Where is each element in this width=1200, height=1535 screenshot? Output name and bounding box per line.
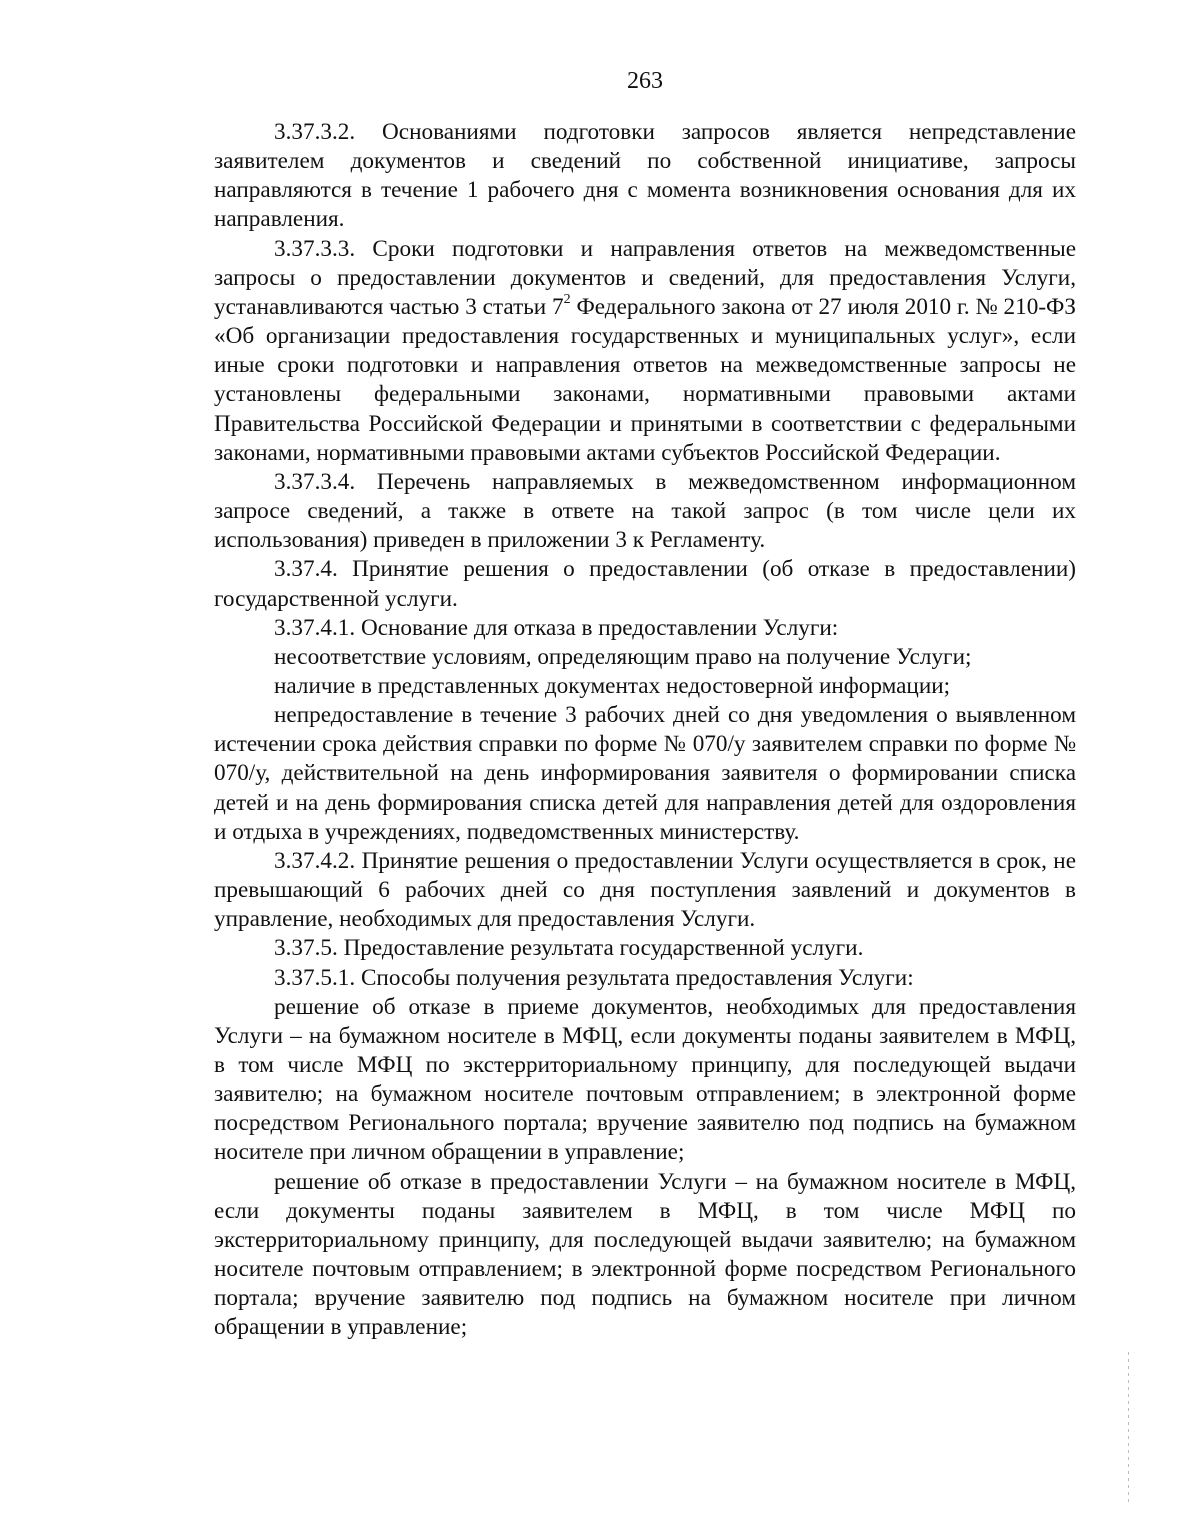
paragraph-3-37-3-3-part-1: 3.37.3.3. Сроки подготовки и направления ответов на межведомственные запросы о предоставлении документов и сведений, для предоставления Услуги, устанавливаются частью 3 статьи 7 bbox=[214, 235, 1076, 320]
refusal-ground-unreliable-info: наличие в представленных документах недостоверной информации; bbox=[274, 672, 951, 699]
superscript-2: 2 bbox=[563, 292, 571, 308]
scan-artifact bbox=[1128, 1352, 1129, 1502]
paragraph-3-37-4: 3.37.4. Принятие решения о предоставлении (об отказе в предоставлении) государственной услуги. bbox=[214, 556, 1076, 612]
paragraph-3-37-3-2: 3.37.3.2. Основаниями подготовки запросов является непредставление заявителем документов и сведений по собственной инициативе, запросы направляются в течение 1 рабочего дня с момента возникновения основания для их направления. bbox=[214, 119, 1076, 233]
paragraph-3-37-5-1: 3.37.5.1. Способы получения результата предоставления Услуги: bbox=[274, 964, 914, 991]
paragraph-3-37-3-3-part-2: Федерального закона от 27 июля 2010 г. № 210-ФЗ «Об организации предоставления государственных и муниципальных услуг», если иные сроки подготовки и направления ответов на межведомственные запросы не установлены федеральными законами, нормативными правовыми актами Правительства Российской Федерации и принятыми в соответствии с федеральными законами, нормативными правовыми актами субъектов Российской Федерации. bbox=[214, 293, 1076, 466]
document-body bbox=[214, 118, 1076, 1343]
result-method-service-refusal: решение об отказе в предоставлении Услуги – на бумажном носителе в МФЦ, если документы поданы заявителем в МФЦ, в том числе МФЦ по экстерриториальному принципу, для последующей выдачи заявителю; на бумажном носителе почтовым отправлением; в электронной форме посредством Регионального портала; вручение заявителю под подпись на бумажном носителе при личном обращении в управление; bbox=[214, 1168, 1076, 1341]
paragraph-3-37-5: 3.37.5. Предоставление результата государственной услуги. bbox=[274, 935, 864, 962]
paragraph-3-37-4-2: 3.37.4.2. Принятие решения о предоставлении Услуги осуществляется в срок, не превышающий 6 рабочих дней со дня поступления заявлений и документов в управление, необходимых для предоставления Услуги. bbox=[214, 847, 1076, 933]
refusal-ground-certificate: непредоставление в течение 3 рабочих дней со дня уведомления о выявленном истечении срока действия справки по форме № 070/у заявителем справки по форме № 070/у, действительной на день информирования заявителя о формировании списка детей и на день формирования списка детей для направления детей для оздоровления и отдыха в учреждениях, подведомственных министерству. bbox=[214, 702, 1076, 845]
paragraph-3-37-3-4: 3.37.3.4. Перечень направляемых в межведомственном информационном запросе сведений, а также в ответе на такой запрос (в том числе цели их использования) приведен в приложении 3 к Регламенту. bbox=[214, 468, 1076, 554]
result-method-document-refusal: решение об отказе в приеме документов, необходимых для предоставления Услуги – на бумажном носителе в МФЦ, если документы поданы заявителем в МФЦ, в том числе МФЦ по экстерриториальному принципу, для последующей выдачи заявителю; на бумажном носителе почтовым отправлением; в электронной форме посредством Регионального портала; вручение заявителю под подпись на бумажном носителе при личном обращении в управление; bbox=[214, 993, 1076, 1166]
refusal-ground-conditions: несоответствие условиям, определяющим право на получение Услуги; bbox=[274, 643, 972, 670]
page-number: 263 bbox=[627, 68, 663, 94]
paragraph-3-37-4-1: 3.37.4.1. Основание для отказа в предоставлении Услуги: bbox=[274, 614, 839, 641]
paragraph-3-37-3-3 bbox=[214, 235, 1076, 468]
